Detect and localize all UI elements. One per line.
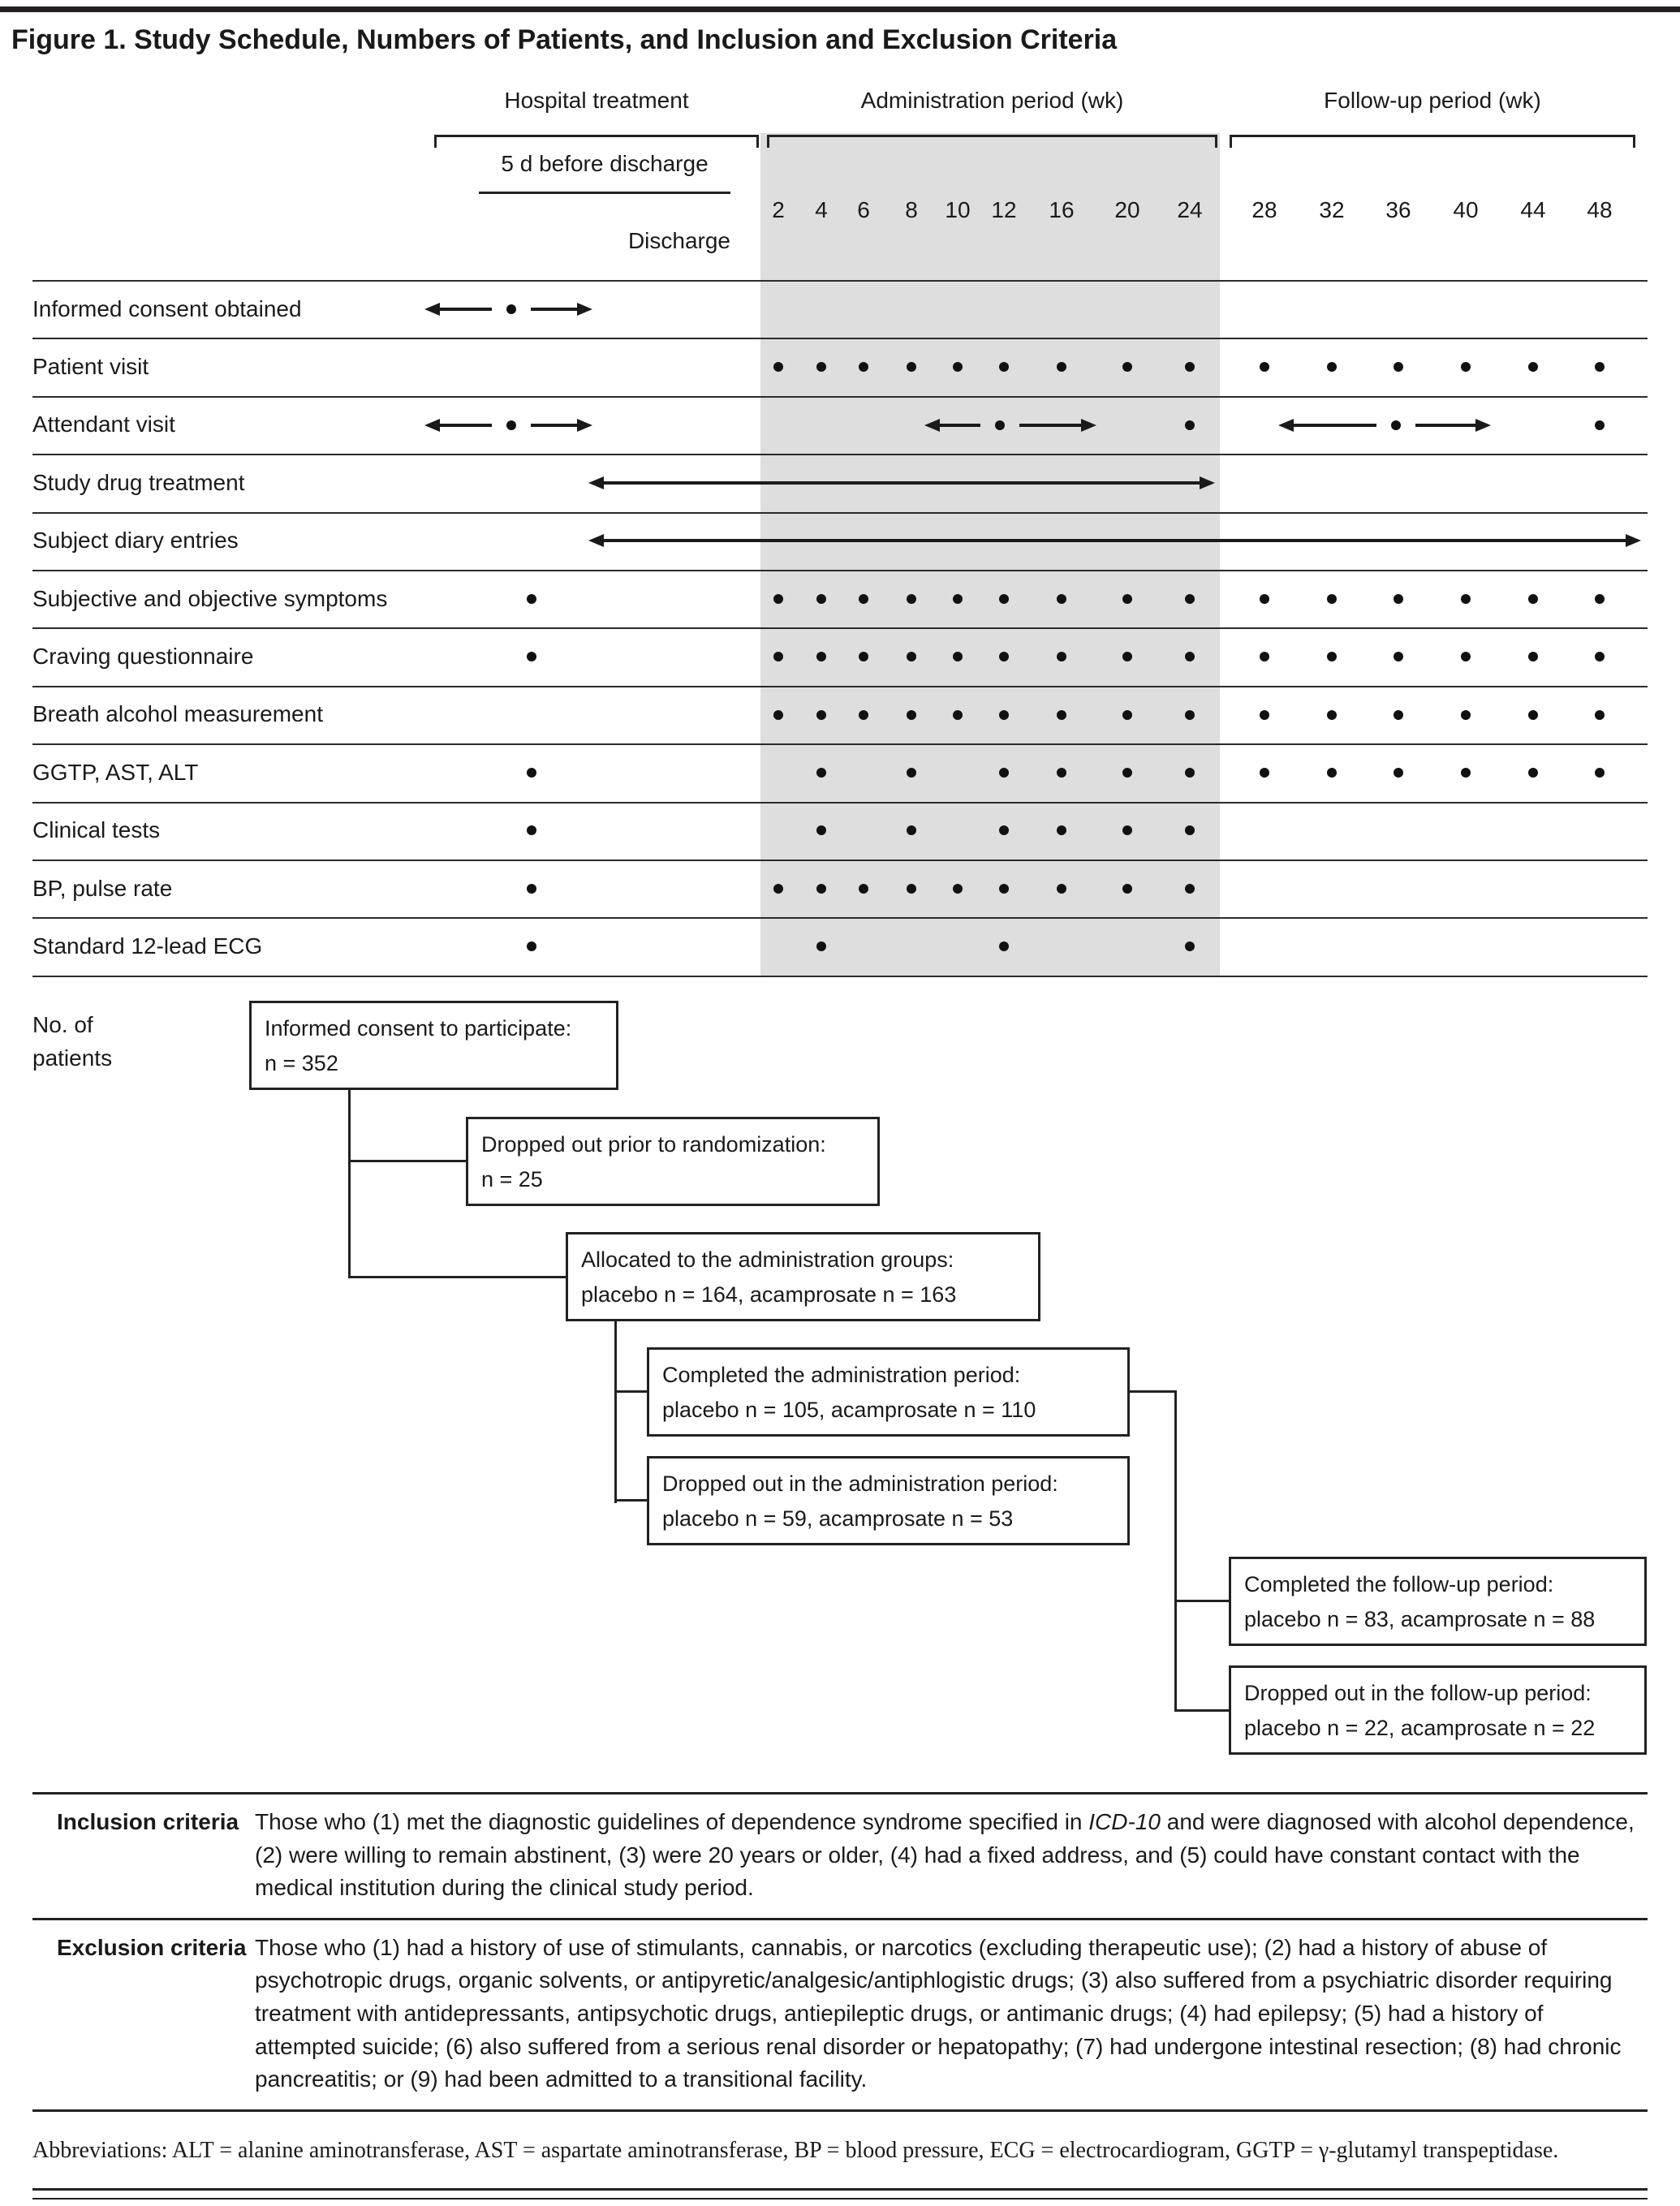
schedule-dot-mark bbox=[1327, 362, 1337, 372]
schedule-dot-mark bbox=[1260, 652, 1269, 661]
table-row-line bbox=[32, 338, 1648, 339]
arrow-line bbox=[437, 308, 492, 311]
schedule-dot-mark bbox=[999, 768, 1009, 778]
schedule-dot-mark bbox=[907, 652, 916, 661]
schedule-dot-mark bbox=[816, 710, 826, 720]
exclusion-criteria-text: Those who (1) had a history of use of stimulants, cannabis, or narcotics (excluding therapeutic use); (2) had a history of abuse of psychotropic drugs, organic solvents, or antipyretic/analgesic/antiphlogistic drugs; (3) also suffered from a psychiatric disorder requiring treatment with antidepressants, antipsychotic drugs, antiepileptic drugs, or antimanic drugs; (4) had epilepsy; (5) had a history of attempted suicide; (6) also suffered from a serious renal disorder or hepatopathy; (7) had undergone intestinal resection; (8) had chronic pancreatitis; or (9) had been admitted to a transitional facility. bbox=[255, 1934, 1622, 2092]
week-label: 24 bbox=[1177, 197, 1203, 222]
inclusion-text-pre: Those who (1) met the diagnostic guidelines of dependence syndrome specified in bbox=[255, 1809, 1089, 1834]
discharge-label: Discharge bbox=[627, 228, 730, 253]
schedule-dot-mark bbox=[1122, 710, 1132, 720]
schedule-row-label: Standard 12-lead ECG bbox=[32, 933, 263, 959]
schedule-dot-mark bbox=[1327, 652, 1337, 661]
flow-connector bbox=[1130, 1390, 1174, 1393]
flow-box-line: Completed the follow-up period: bbox=[1244, 1572, 1554, 1596]
schedule-dot-mark bbox=[859, 884, 868, 894]
inclusion-text-italic: ICD-10 bbox=[1088, 1809, 1161, 1834]
schedule-dot-mark bbox=[1122, 362, 1132, 372]
schedule-dot-mark bbox=[1528, 710, 1538, 720]
inclusion-text-post: and were diagnosed with alcohol dependence, (2) were willing to remain abstinent, (3) were 20 years or older, (4) had a fixed address, and (5) could have constant contact with the medical institution during the clinical study period. bbox=[255, 1809, 1635, 1901]
schedule-dot-mark bbox=[1057, 594, 1066, 604]
schedule-dot-mark bbox=[1327, 594, 1337, 604]
schedule-row-label: Breath alcohol measurement bbox=[32, 701, 323, 727]
administration-period-bracket bbox=[767, 135, 1217, 148]
schedule-dot-mark bbox=[1394, 768, 1403, 778]
schedule-dot-mark bbox=[1595, 652, 1605, 661]
schedule-dot-mark bbox=[1057, 884, 1066, 894]
flow-box-completed-followup bbox=[1229, 1557, 1647, 1646]
week-label: 6 bbox=[857, 197, 870, 222]
schedule-dot-mark bbox=[999, 941, 1009, 951]
administration-period-shading bbox=[760, 133, 1220, 976]
arrowhead-right-icon bbox=[577, 303, 592, 316]
arrow-line bbox=[937, 424, 980, 427]
week-label: 20 bbox=[1114, 197, 1140, 222]
schedule-dot-mark bbox=[859, 652, 868, 661]
schedule-dot-mark bbox=[1595, 362, 1605, 372]
arrow-line bbox=[601, 539, 1628, 542]
schedule-dot-mark bbox=[1327, 768, 1337, 778]
arrowhead-right-icon bbox=[1626, 534, 1641, 547]
flow-box-dropped-admin bbox=[647, 1456, 1130, 1545]
schedule-row-label: Craving questionnaire bbox=[32, 643, 254, 669]
bottom-rule bbox=[32, 2198, 1648, 2200]
table-row-line bbox=[32, 743, 1648, 745]
schedule-dot-mark bbox=[1327, 710, 1337, 720]
schedule-dot-mark bbox=[859, 710, 868, 720]
schedule-dot-mark bbox=[1185, 710, 1195, 720]
flow-box-allocated bbox=[566, 1232, 1040, 1321]
flow-box-line: Allocated to the administration groups: bbox=[581, 1247, 954, 1272]
schedule-dot-mark bbox=[527, 941, 536, 951]
schedule-dot-mark bbox=[506, 304, 516, 314]
schedule-row-label: GGTP, AST, ALT bbox=[32, 759, 199, 785]
schedule-dot-mark bbox=[1528, 594, 1538, 604]
criteria-table bbox=[32, 1792, 1648, 2112]
schedule-dot-mark bbox=[1185, 594, 1195, 604]
schedule-dot-mark bbox=[1185, 362, 1195, 372]
week-label: 12 bbox=[991, 197, 1017, 222]
schedule-dot-mark bbox=[773, 710, 783, 720]
schedule-dot-mark bbox=[1057, 768, 1066, 778]
schedule-row-label: Attendant visit bbox=[32, 411, 175, 437]
figure-title: Figure 1. Study Schedule, Numbers of Patients, and Inclusion and Exclusion Criteria bbox=[11, 24, 1118, 55]
top-rule bbox=[0, 6, 1680, 12]
inclusion-criteria-label: Inclusion criteria bbox=[57, 1809, 239, 1834]
schedule-dot-mark bbox=[1185, 884, 1195, 894]
flow-connector bbox=[1174, 1390, 1177, 1712]
flow-connector bbox=[348, 1276, 566, 1278]
flow-box-line: placebo n = 164, acamprosate n = 163 bbox=[581, 1282, 957, 1307]
flow-box-dropped-followup bbox=[1229, 1665, 1647, 1755]
schedule-dot-mark bbox=[1461, 768, 1471, 778]
flow-connector bbox=[614, 1321, 617, 1503]
week-label: 44 bbox=[1520, 197, 1546, 222]
schedule-dot-mark bbox=[953, 362, 963, 372]
arrow-line bbox=[531, 424, 579, 427]
schedule-dot-mark bbox=[859, 594, 868, 604]
schedule-dot-mark bbox=[773, 884, 783, 894]
flow-connector bbox=[614, 1390, 647, 1393]
schedule-dot-mark bbox=[1122, 768, 1132, 778]
schedule-dot-mark bbox=[999, 884, 1009, 894]
table-row-line bbox=[32, 860, 1648, 861]
schedule-row-label: Study drug treatment bbox=[32, 469, 245, 495]
period-followup-label: Follow-up period (wk) bbox=[1324, 88, 1541, 113]
flow-box-line: placebo n = 83, acamprosate n = 88 bbox=[1244, 1606, 1596, 1631]
schedule-dot-mark bbox=[1260, 362, 1269, 372]
schedule-dot-mark bbox=[1461, 710, 1471, 720]
arrowhead-right-icon bbox=[577, 419, 592, 432]
bottom-rule bbox=[32, 2188, 1648, 2191]
flow-connector bbox=[348, 1160, 466, 1162]
arrowhead-right-icon bbox=[1475, 419, 1491, 432]
schedule-dot-mark bbox=[527, 594, 536, 604]
arrow-line bbox=[531, 308, 579, 311]
schedule-row-label: Subject diary entries bbox=[32, 528, 239, 554]
abbreviations-note: Abbreviations: ALT = alanine aminotransferase, AST = aspartate aminotransferase, BP = blood pressure, ECG = electrocardiogram, GGTP = γ-glutamyl transpeptidase. bbox=[32, 2138, 1559, 2163]
schedule-dot-mark bbox=[1391, 420, 1401, 430]
schedule-dot-mark bbox=[527, 652, 536, 661]
week-label: 28 bbox=[1251, 197, 1277, 222]
flow-box-line: placebo n = 59, acamprosate n = 53 bbox=[662, 1506, 1014, 1531]
schedule-dot-mark bbox=[527, 768, 536, 778]
schedule-dot-mark bbox=[773, 594, 783, 604]
schedule-dot-mark bbox=[1260, 594, 1269, 604]
flow-box-line: placebo n = 22, acamprosate n = 22 bbox=[1244, 1715, 1596, 1740]
schedule-dot-mark bbox=[816, 768, 826, 778]
schedule-dot-mark bbox=[953, 652, 963, 661]
schedule-dot-mark bbox=[816, 594, 826, 604]
schedule-dot-mark bbox=[907, 884, 916, 894]
schedule-dot-mark bbox=[1185, 941, 1195, 951]
schedule-dot-mark bbox=[907, 594, 916, 604]
schedule-dot-mark bbox=[999, 594, 1009, 604]
schedule-dot-mark bbox=[506, 420, 516, 430]
week-label: 16 bbox=[1049, 197, 1075, 222]
schedule-dot-mark bbox=[1394, 594, 1403, 604]
schedule-dot-mark bbox=[953, 594, 963, 604]
inclusion-criteria-row bbox=[32, 1795, 1648, 1920]
flow-box-line: Dropped out prior to randomization: bbox=[481, 1132, 826, 1157]
schedule-dot-mark bbox=[953, 884, 963, 894]
schedule-dot-mark bbox=[1260, 768, 1269, 778]
arrowhead-right-icon bbox=[1200, 476, 1215, 489]
table-row-line bbox=[32, 396, 1648, 398]
week-label: 8 bbox=[905, 197, 918, 222]
schedule-dot-mark bbox=[1260, 710, 1269, 720]
schedule-dot-mark bbox=[1185, 420, 1195, 430]
week-label: 4 bbox=[815, 197, 828, 222]
schedule-dot-mark bbox=[859, 362, 868, 372]
flow-box-line: n = 25 bbox=[481, 1166, 543, 1191]
schedule-dot-mark bbox=[1185, 768, 1195, 778]
arrow-line bbox=[1019, 424, 1083, 427]
table-bottom-line bbox=[32, 976, 1648, 977]
flow-box-line: Dropped out in the administration period: bbox=[662, 1471, 1058, 1496]
schedule-dot-mark bbox=[816, 362, 826, 372]
arrow-line bbox=[1415, 424, 1478, 427]
arrow-line bbox=[1291, 424, 1376, 427]
schedule-dot-mark bbox=[1057, 710, 1066, 720]
week-label: 32 bbox=[1319, 197, 1345, 222]
flow-box-completed-admin bbox=[647, 1347, 1130, 1437]
followup-period-bracket bbox=[1230, 135, 1635, 148]
schedule-dot-mark bbox=[816, 884, 826, 894]
schedule-dot-mark bbox=[1394, 652, 1403, 661]
schedule-row-label: Patient visit bbox=[32, 353, 149, 379]
arrow-line bbox=[437, 424, 492, 427]
schedule-row-label: Informed consent obtained bbox=[32, 295, 302, 321]
schedule-dot-mark bbox=[1528, 652, 1538, 661]
schedule-dot-mark bbox=[907, 710, 916, 720]
week-label: 2 bbox=[772, 197, 785, 222]
schedule-dot-mark bbox=[1394, 362, 1403, 372]
schedule-dot-mark bbox=[999, 652, 1009, 661]
schedule-dot-mark bbox=[907, 768, 916, 778]
schedule-dot-mark bbox=[816, 652, 826, 661]
period-hospital-label: Hospital treatment bbox=[504, 88, 689, 113]
flow-connector bbox=[1174, 1600, 1229, 1602]
table-row-line bbox=[32, 512, 1648, 514]
arrowhead-right-icon bbox=[1081, 419, 1096, 432]
period-administration-label: Administration period (wk) bbox=[860, 88, 1124, 113]
flow-box-dropped-pre bbox=[466, 1117, 880, 1206]
schedule-dot-mark bbox=[953, 710, 963, 720]
schedule-dot-mark bbox=[1122, 884, 1132, 894]
before-discharge-label: 5 d before discharge bbox=[501, 151, 709, 176]
week-label: 36 bbox=[1385, 197, 1411, 222]
flow-box-consent bbox=[249, 1001, 618, 1090]
schedule-dot-mark bbox=[1057, 652, 1066, 661]
schedule-dot-mark bbox=[1394, 710, 1403, 720]
table-row-line bbox=[32, 454, 1648, 455]
flow-box-line: n = 352 bbox=[265, 1050, 338, 1075]
schedule-dot-mark bbox=[1122, 594, 1132, 604]
schedule-dot-mark bbox=[1595, 594, 1605, 604]
week-label: 10 bbox=[945, 197, 971, 222]
table-row-line bbox=[32, 802, 1648, 804]
schedule-dot-mark bbox=[527, 825, 536, 835]
schedule-dot-mark bbox=[999, 710, 1009, 720]
arrow-line bbox=[601, 481, 1202, 485]
schedule-dot-mark bbox=[1461, 594, 1471, 604]
schedule-dot-mark bbox=[1595, 710, 1605, 720]
schedule-dot-mark bbox=[527, 884, 536, 894]
inclusion-criteria-text bbox=[255, 1806, 1648, 1905]
schedule-dot-mark bbox=[1057, 362, 1066, 372]
schedule-row-label: Subjective and objective symptoms bbox=[32, 585, 388, 611]
flow-box-line: Dropped out in the follow-up period: bbox=[1244, 1681, 1592, 1705]
no-of-patients-label: No. of patients bbox=[32, 1012, 113, 1071]
hospital-period-bracket bbox=[434, 135, 759, 148]
schedule-dot-mark bbox=[1122, 652, 1132, 661]
week-label: 40 bbox=[1453, 197, 1479, 222]
schedule-dot-mark bbox=[773, 652, 783, 661]
schedule-row-label: BP, pulse rate bbox=[32, 875, 173, 901]
schedule-dot-mark bbox=[1461, 362, 1471, 372]
schedule-dot-mark bbox=[995, 420, 1005, 430]
week-label: 48 bbox=[1587, 197, 1613, 222]
exclusion-criteria-label: Exclusion criteria bbox=[57, 1934, 247, 1960]
table-row-line bbox=[32, 627, 1648, 629]
schedule-row-label: Clinical tests bbox=[32, 817, 161, 843]
flow-connector bbox=[614, 1499, 647, 1502]
flow-box-line: Completed the administration period: bbox=[662, 1363, 1021, 1387]
schedule-dot-mark bbox=[1461, 652, 1471, 661]
flow-connector bbox=[1174, 1709, 1229, 1712]
schedule-dot-mark bbox=[773, 362, 783, 372]
flow-box-line: placebo n = 105, acamprosate n = 110 bbox=[662, 1397, 1036, 1422]
flow-box-line: Informed consent to participate: bbox=[265, 1016, 572, 1041]
schedule-dot-mark bbox=[1185, 652, 1195, 661]
schedule-dot-mark bbox=[999, 362, 1009, 372]
table-row-line bbox=[32, 917, 1648, 919]
schedule-dot-mark bbox=[1528, 768, 1538, 778]
schedule-dot-mark bbox=[1595, 768, 1605, 778]
exclusion-criteria-row bbox=[32, 1920, 1648, 2112]
schedule-dot-mark bbox=[907, 362, 916, 372]
before-discharge-underline bbox=[479, 192, 730, 194]
flow-connector bbox=[348, 1090, 351, 1278]
schedule-dot-mark bbox=[1528, 362, 1538, 372]
schedule-dot-mark bbox=[816, 941, 826, 951]
schedule-dot-mark bbox=[1595, 420, 1605, 430]
